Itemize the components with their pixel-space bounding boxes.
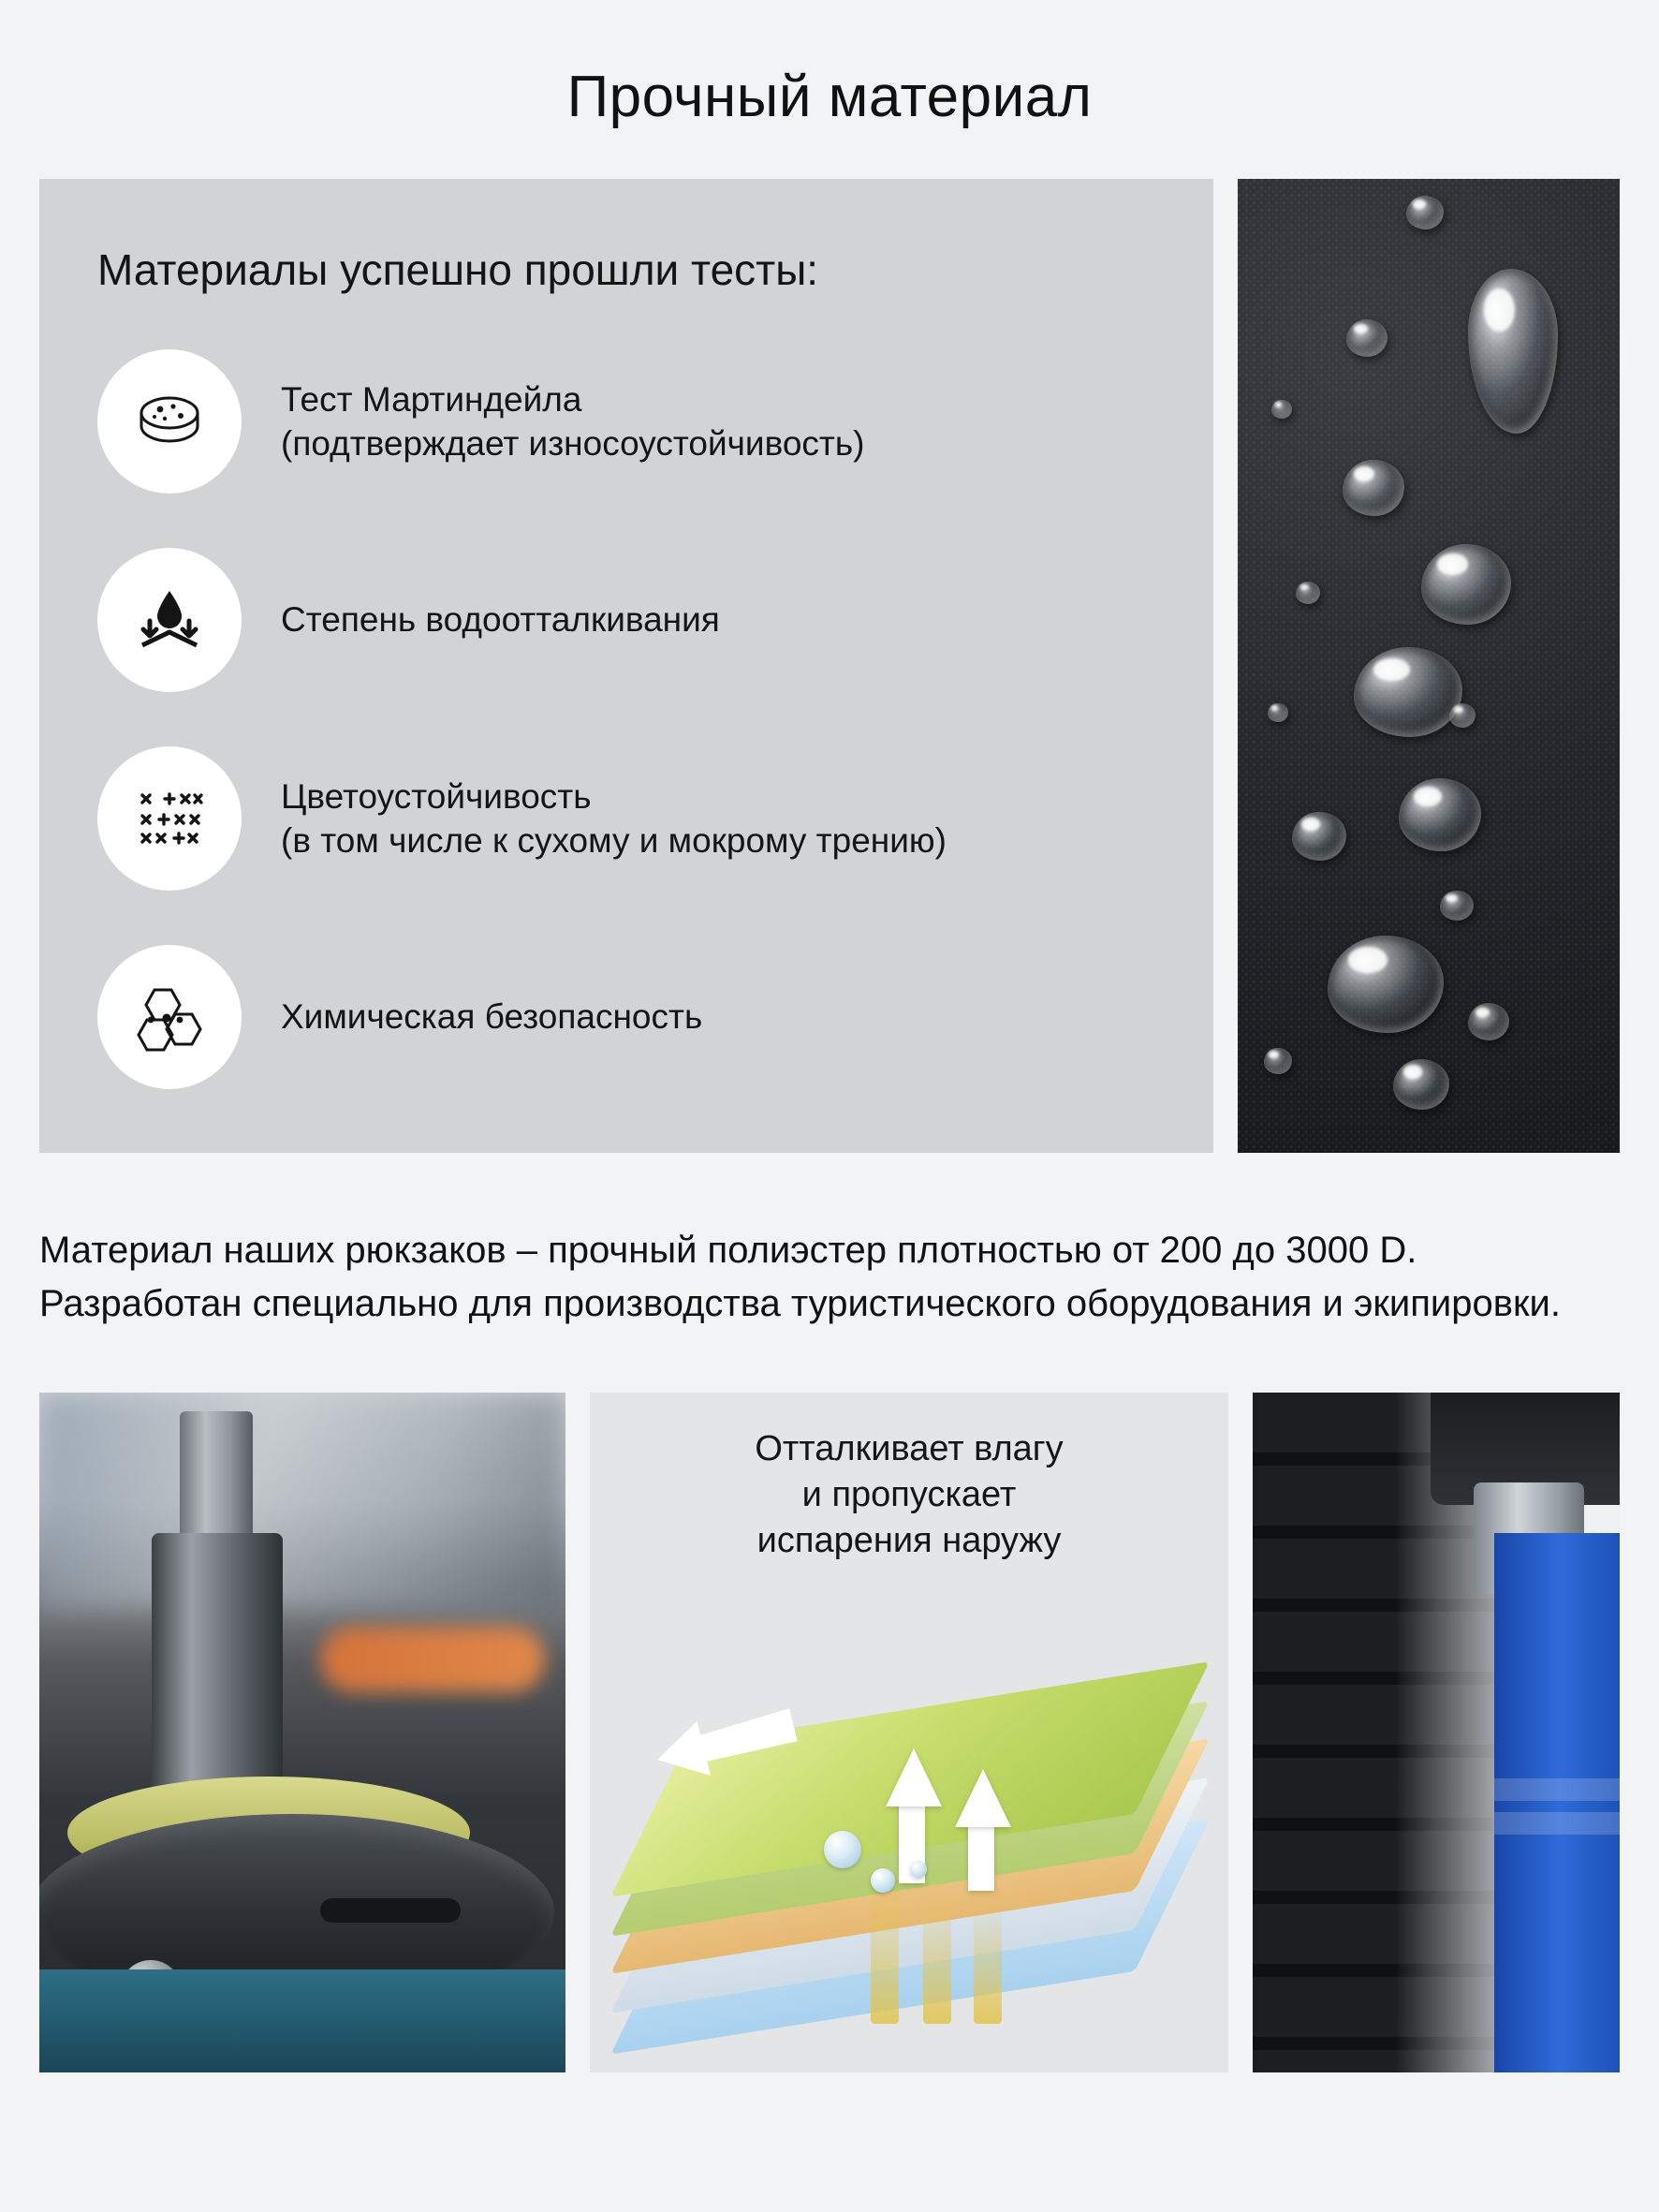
machine-base-plate: [39, 1969, 565, 2072]
water-droplets-photo: [1238, 179, 1620, 1153]
test-label-line-1: Цветоустойчивость: [281, 776, 592, 816]
test-item-chemical-safety: [97, 945, 1213, 1089]
membrane-diagram-card: [590, 1393, 1228, 2072]
bottom-photo-row: [39, 1393, 1620, 2072]
machine-blurred-background: [39, 1393, 565, 1608]
colorfastness-icon: [97, 746, 242, 891]
test-label-line-2: (подтверждает износоустойчивость): [281, 424, 865, 463]
machine-shaft: [152, 1533, 283, 1805]
lead-paragraph: Материал наших рюкзаков – прочный полиэстер плотностью от 200 до 3000 D. Разработан специально для производства туристического оборудования и экипировки.: [39, 1230, 1561, 1324]
machine-orange-part: [320, 1627, 545, 1692]
page-title: Прочный материал: [566, 65, 1093, 129]
chemical-safety-icon: [97, 945, 242, 1089]
water-repellency-icon: [97, 548, 242, 692]
tensile-blue-fabric-strap: [1494, 1533, 1620, 2072]
test-item-label: Химическая безопасность: [281, 997, 703, 1037]
machine-disc-slot: [320, 1898, 461, 1923]
membrane-caption-line-1: Отталкивает влагу: [755, 1428, 1064, 1468]
vapor-stream-3: [974, 1902, 1002, 2024]
vapor-arrow-head-1: [886, 1748, 942, 1806]
vapor-arrow-stem-2: [968, 1820, 994, 1891]
water-bead-3: [910, 1861, 927, 1878]
martindale-abrasion-icon: [97, 349, 242, 494]
test-item-label: Степень водоотталкивания: [281, 600, 720, 640]
tensile-test-photo: [1253, 1393, 1620, 2072]
test-item-water-repellency: [97, 548, 1213, 692]
vapor-arrow-head-2: [955, 1769, 1011, 1827]
test-item-label: [281, 774, 947, 863]
tests-heading: Материалы успешно прошли тесты:: [97, 245, 819, 294]
martindale-machine-photo: [39, 1393, 565, 2072]
water-bead-2: [871, 1868, 895, 1893]
vapor-stream-2: [923, 1893, 951, 2024]
tensile-fabric-fold-1: [1494, 1778, 1620, 1801]
membrane-caption-line-2: и пропускает: [801, 1474, 1017, 1514]
tests-and-droplet-section: [39, 179, 1620, 1153]
membrane-layers: [590, 1630, 1228, 2024]
tests-card: [39, 179, 1213, 1153]
vapor-stream-1: [871, 1883, 899, 2024]
water-bead-1: [824, 1831, 861, 1868]
test-label-line-1: Тест Мартиндейла: [281, 379, 582, 419]
test-label-line-2: (в том числе к сухому и мокрому трению): [281, 821, 947, 860]
tensile-fabric-fold-2: [1494, 1812, 1620, 1835]
membrane-caption: [590, 1426, 1228, 1565]
membrane-caption-line-3: испарения наружу: [756, 1521, 1062, 1561]
test-item-label: [281, 377, 864, 466]
test-item-martindale: [97, 349, 1213, 494]
test-item-colorfastness: [97, 746, 1213, 891]
